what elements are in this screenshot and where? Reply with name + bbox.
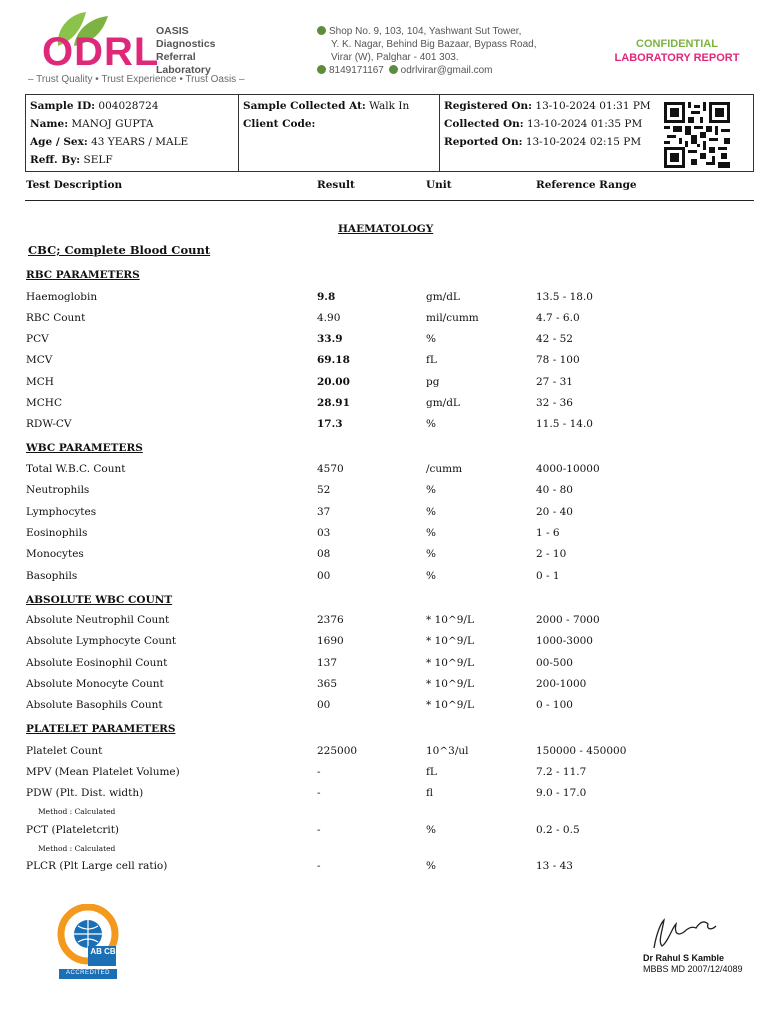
col-reference-range: Reference Range: [536, 179, 637, 191]
patient-info-box: Sample ID: 004028724 Name: MANOJ GUPTA Age / Sex: 43 YEARS / MALE Reff. By: SELF Sample Collected At: Walk In Client Code: Registered On: 13-10-2024 01:31 PM Collected On: 13-10-2024 01:35 PM Reported On: 13-10-2024 02:15 PM: [25, 94, 754, 172]
test-reference: 42 - 52: [536, 333, 573, 345]
test-unit: gm/dL: [426, 291, 460, 303]
test-reference: 7.2 - 11.7: [536, 766, 587, 778]
patient-age-sex: 43 YEARS / MALE: [91, 136, 189, 148]
email-icon: [389, 65, 398, 74]
test-reference: 1000-3000: [536, 635, 593, 647]
test-name: PDW (Plt. Dist. width): [26, 787, 144, 799]
test-name: Total W.B.C. Count: [26, 463, 126, 475]
test-result: 52: [317, 484, 331, 496]
test-unit: %: [426, 824, 436, 836]
test-unit: %: [426, 860, 436, 872]
test-result: -: [317, 824, 321, 836]
test-result: 9.8: [317, 291, 336, 303]
logo-odrl: ODRL: [42, 30, 160, 74]
test-name: Absolute Eosinophil Count: [26, 657, 168, 669]
lab-address: Shop No. 9, 103, 104, Yashwant Sut Tower, Y. K. Nagar, Behind Big Bazaar, Bypass Road, Virar (W), Palghar - 401 303. 8149171167 odrlvirar@gmail.com: [317, 25, 537, 77]
test-name: MPV (Mean Platelet Volume): [26, 766, 180, 778]
col-unit: Unit: [426, 179, 452, 191]
test-unit: fL: [426, 354, 437, 366]
referred-by: SELF: [83, 154, 113, 166]
section-wbc: WBC PARAMETERS: [26, 442, 143, 454]
test-reference: 2 - 10: [536, 548, 567, 560]
test-reference: 4000-10000: [536, 463, 600, 475]
tagline: – Trust Quality • Trust Experience • Trust Oasis –: [28, 74, 245, 85]
reported-on: 13-10-2024 02:15 PM: [525, 136, 642, 148]
test-unit: gm/dL: [426, 397, 460, 409]
test-name: Absolute Basophils Count: [26, 699, 163, 711]
test-result: 37: [317, 506, 331, 518]
test-unit: pg: [426, 376, 440, 388]
test-name: Absolute Lymphocyte Count: [26, 635, 177, 647]
registered-on: 13-10-2024 01:31 PM: [535, 100, 651, 112]
test-result: 1690: [317, 635, 344, 647]
test-unit: %: [426, 506, 436, 518]
test-reference: 0 - 1: [536, 570, 560, 582]
test-result: 28.91: [317, 397, 350, 409]
test-result: -: [317, 787, 321, 799]
test-result: 17.3: [317, 418, 343, 430]
section-absolute: ABSOLUTE WBC COUNT: [26, 594, 173, 606]
test-name: PLCR (Plt Large cell ratio): [26, 860, 168, 872]
test-name: Monocytes: [26, 548, 84, 560]
test-name: Absolute Monocyte Count: [26, 678, 164, 690]
test-reference: 11.5 - 14.0: [536, 418, 593, 430]
test-name: RDW-CV: [26, 418, 72, 430]
section-rbc: RBC PARAMETERS: [26, 269, 140, 281]
test-name: MCV: [26, 354, 53, 366]
test-result: 33.9: [317, 333, 343, 345]
phone-icon: [317, 65, 326, 74]
test-result: 20.00: [317, 376, 350, 388]
test-result: 4.90: [317, 312, 341, 324]
test-reference: 78 - 100: [536, 354, 580, 366]
test-result: 03: [317, 527, 331, 539]
qr-code-icon: [664, 102, 730, 168]
test-name: Basophils: [26, 570, 78, 582]
test-result: 08: [317, 548, 331, 560]
test-unit: * 10^9/L: [426, 699, 474, 711]
department-title: HAEMATOLOGY: [338, 223, 434, 235]
method-text: Method : Calculated: [38, 844, 116, 853]
test-name: Lymphocytes: [26, 506, 97, 518]
test-unit: %: [426, 418, 436, 430]
header-divider: [25, 200, 754, 201]
test-reference: 0 - 100: [536, 699, 573, 711]
section-platelet: PLATELET PARAMETERS: [26, 723, 176, 735]
test-reference: 4.7 - 6.0: [536, 312, 580, 324]
test-unit: * 10^9/L: [426, 635, 474, 647]
test-reference: 20 - 40: [536, 506, 573, 518]
collected-on: 13-10-2024 01:35 PM: [526, 118, 643, 130]
test-reference: 9.0 - 17.0: [536, 787, 587, 799]
test-name: MCH: [26, 376, 54, 388]
doctor-signature: [650, 912, 720, 956]
test-unit: %: [426, 527, 436, 539]
test-result: 365: [317, 678, 338, 690]
test-result: 00: [317, 699, 331, 711]
test-result: 2376: [317, 614, 344, 626]
test-name: Eosinophils: [26, 527, 88, 539]
test-result: 137: [317, 657, 338, 669]
test-reference: 0.2 - 0.5: [536, 824, 580, 836]
test-reference: 32 - 36: [536, 397, 573, 409]
test-reference: 150000 - 450000: [536, 745, 627, 757]
test-result: 4570: [317, 463, 344, 475]
test-name: PCT (Plateletcrit): [26, 824, 120, 836]
test-name: Haemoglobin: [26, 291, 98, 303]
test-unit: mil/cumm: [426, 312, 479, 324]
accreditation-letters: AB CB: [90, 947, 116, 956]
test-unit: fl: [426, 787, 434, 799]
test-name: Platelet Count: [26, 745, 103, 757]
test-reference: 13 - 43: [536, 860, 573, 872]
test-unit: * 10^9/L: [426, 614, 474, 626]
test-unit: 10^3/ul: [426, 745, 469, 757]
test-unit: %: [426, 333, 436, 345]
test-name: MCHC: [26, 397, 62, 409]
confidential-label: CONFIDENTIAL LABORATORY REPORT: [614, 38, 740, 64]
test-unit: /cumm: [426, 463, 463, 475]
test-unit: * 10^9/L: [426, 657, 474, 669]
test-unit: %: [426, 484, 436, 496]
test-result: -: [317, 766, 321, 778]
test-reference: 27 - 31: [536, 376, 573, 388]
logo-subtitle: OASIS Diagnostics Referral Laboratory: [156, 25, 216, 76]
test-name: PCV: [26, 333, 49, 345]
test-unit: * 10^9/L: [426, 678, 474, 690]
test-name: Absolute Neutrophil Count: [26, 614, 170, 626]
panel-title: CBC; Complete Blood Count: [28, 243, 211, 257]
location-icon: [317, 26, 326, 35]
test-result: 225000: [317, 745, 358, 757]
test-reference: 40 - 80: [536, 484, 573, 496]
test-reference: 2000 - 7000: [536, 614, 600, 626]
test-name: Neutrophils: [26, 484, 90, 496]
doctor-name: Dr Rahul S Kamble MBBS MD 2007/12/4089: [643, 953, 743, 974]
patient-name: MANOJ GUPTA: [71, 118, 154, 130]
test-reference: 1 - 6: [536, 527, 560, 539]
test-reference: 200-1000: [536, 678, 587, 690]
col-test-description: Test Description: [26, 179, 123, 191]
accreditation-label: ACCREDITED: [65, 970, 110, 976]
sample-id: 004028724: [98, 100, 159, 112]
col-result: Result: [317, 179, 355, 191]
test-result: -: [317, 860, 321, 872]
test-unit: fL: [426, 766, 437, 778]
collected-at: Walk In: [369, 100, 410, 112]
test-unit: %: [426, 570, 436, 582]
test-result: 69.18: [317, 354, 350, 366]
test-unit: %: [426, 548, 436, 560]
test-name: RBC Count: [26, 312, 86, 324]
test-result: 00: [317, 570, 331, 582]
test-reference: 13.5 - 18.0: [536, 291, 593, 303]
test-reference: 00-500: [536, 657, 573, 669]
accreditation-logo: [57, 904, 119, 980]
method-text: Method : Calculated: [38, 807, 116, 816]
